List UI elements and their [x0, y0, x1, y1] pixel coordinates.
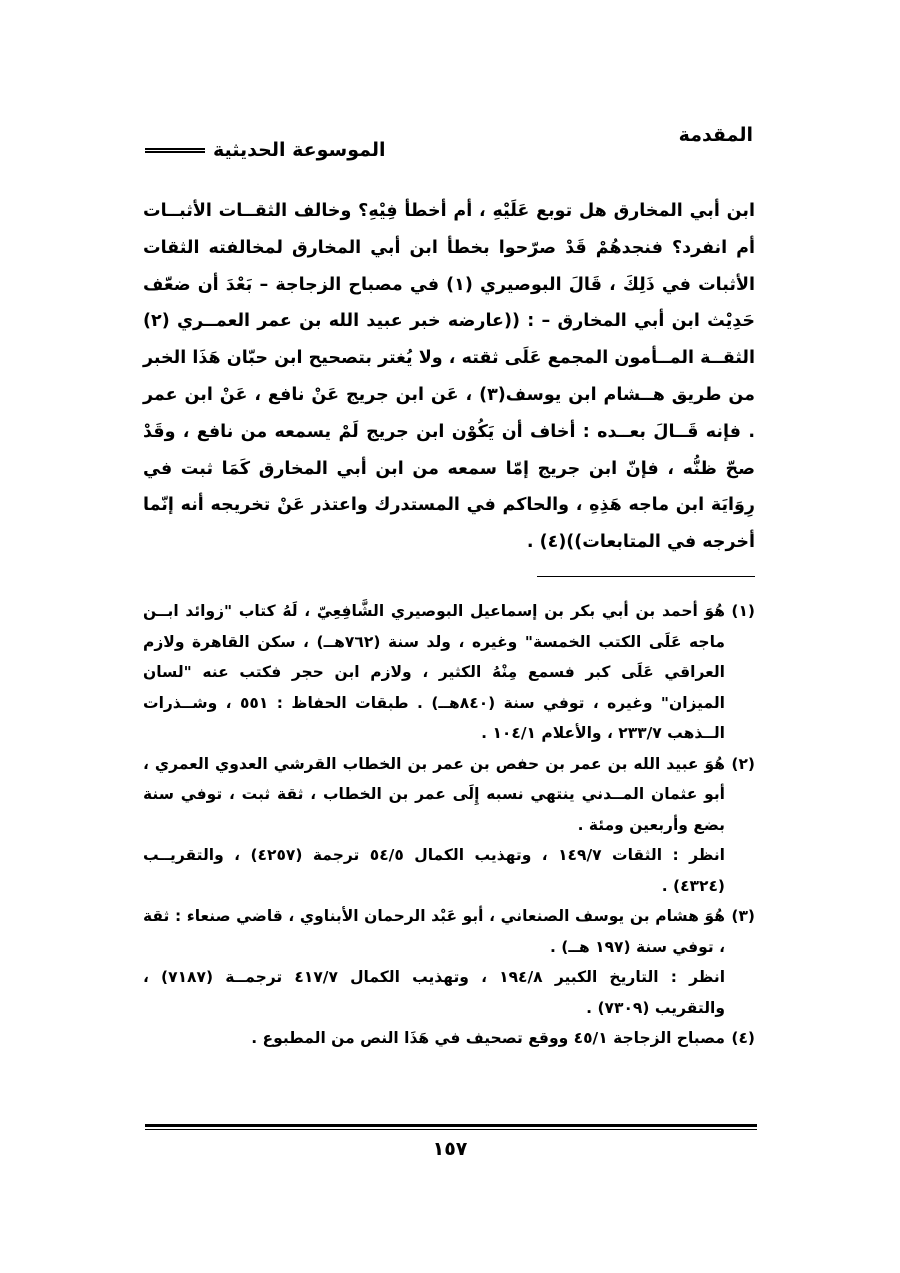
footnote-text: هُوَ هشام بن يوسف الصنعاني ، أبو عَبْد الرحمان الأبناوي ، قاضي صنعاء : ثقة ، توفي سنة (١٩٧ هــ) .: [143, 907, 725, 956]
footnote-separator: [537, 576, 755, 577]
footnote-number: (٤): [731, 1029, 755, 1047]
body-paragraph: ابن أبي المخارق هل توبع عَلَيْهِ ، أم أخطأ فِيْهِ؟ وخالف الثقــات الأثبــات أم انفرد؟ فنجدهُمْ قَدْ صرّحوا بخطأ ابن أبي المخارق لمخالفته الثقات الأثبات في ذَلِكَ ، قَالَ البوصيري (١) في مصباح الزجاجة – بَعْدَ أن ضعّف حَدِيْث ابن أبي المخارق – : ((عارضه خبر عبيد الله بن عمر العمــري (٢) الثقــة المــأمون المجمع عَلَى ثقته ، ولا يُغتر بتصحيح ابن حبّان هَذَا الخبر من طريق هــشام ابن يوسف(٣) ، عَن ابن جريج عَنْ نافع ، عَنْ ابن عمر . فإنه قَــالَ بعــده : أخاف أن يَكُوْن ابن جريج لَمْ يسمعه من نافع ، وقَدْ صحّ ظنُّه ، فإنّ ابن جريج إمّا سمعه من ابن أبي المخارق كَمَا ثبت في رِوَايَة ابن ماجه هَذِهِ ، والحاكم في المستدرك واعتذر عَنْ تخريجه أنه إنّما أخرجه في المتابعات))(٤) .: [143, 201, 756, 553]
footnote-number: (١): [731, 602, 755, 620]
footnote-text: انظر : الثقات ١٤٩/٧ ، وتهذيب الكمال ٥٤/٥ ترجمة (٤٢٥٧) ، والتقريــب (٤٣٢٤) .: [143, 846, 725, 895]
book-title: الموسوعة الحديثية: [213, 139, 386, 161]
footnote-1: [143, 596, 755, 749]
footnote-number: (٣): [731, 907, 755, 925]
footnote-text: مصباح الزجاجة ٤٥/١ ووقع تصحيف في هَذَا النص من المطبوع .: [251, 1029, 725, 1047]
main-text: [143, 193, 755, 561]
footnote-3: [143, 901, 755, 1023]
header-rule-short: [145, 148, 205, 153]
footnote-text: هُوَ أحمد بن أبي بكر بن إسماعيل البوصيري الشَّافِعِيّ ، لَهُ كتاب "زوائد ابــن ماجه عَلَى الكتب الخمسة" وغيره ، ولد سنة (٧٦٢هــ) ، سكن القاهرة ولازم العراقي عَلَى كبر فسمع مِنْهُ الكثير ، ولازم ابن حجر فكتب عنه "لسان الميزان" وغيره ، توفي سنة (٨٤٠هــ) . طبقات الحفاظ : ٥٥١ ، وشــذرات الــذهب ٢٣٣/٧ ، والأعلام ١٠٤/١ .: [143, 602, 725, 742]
footnote-text: انظر : التاريخ الكبير ١٩٤/٨ ، وتهذيب الكمال ٤١٧/٧ ترجمــة (٧١٨٧) ، والتقريب (٧٣٠٩) .: [143, 968, 726, 1017]
footnote-2: [143, 749, 755, 902]
footnote-text: هُوَ عبيد الله بن عمر بن حفص بن عمر بن الخطاب القرشي العدوي العمري ، أبو عثمان المــدني ينتهي نسبه إِلَى عمر بن الخطاب ، ثقة ثبت ، توفي سنة بضع وأربعين ومئة .: [143, 754, 725, 834]
footnotes: [143, 596, 755, 1054]
footnote-4: [143, 1023, 755, 1054]
page-number: ١٥٧: [432, 1138, 468, 1160]
footer-rule: [145, 1124, 757, 1130]
page-header: [145, 122, 753, 172]
section-title: المقدمة: [678, 124, 753, 146]
footnote-number: (٢): [731, 754, 755, 773]
